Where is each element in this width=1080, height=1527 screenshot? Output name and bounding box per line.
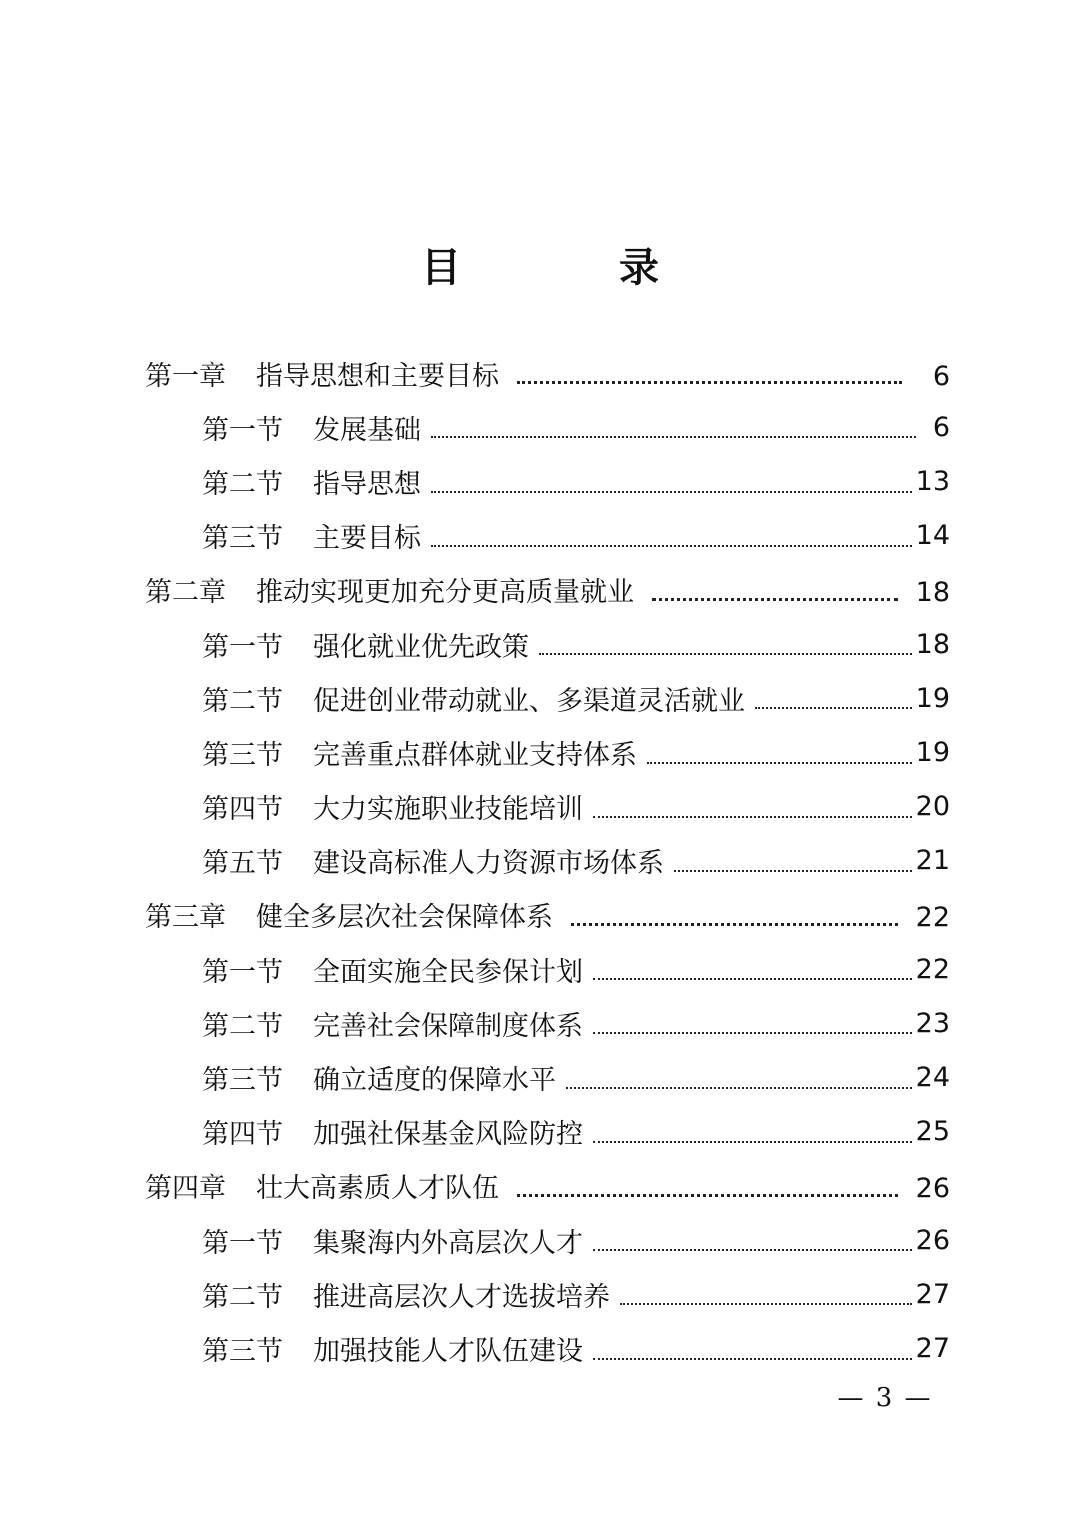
toc-entry-title: 推进高层次人才选拔培养: [313, 1281, 610, 1313]
toc-chapter-entry: [145, 563, 950, 617]
toc-entry-page: 6: [932, 360, 950, 392]
toc-entry-number: 第一节: [202, 1227, 283, 1259]
dot-leader: [593, 816, 912, 818]
toc-section-entry: [145, 617, 950, 671]
dot-leader: [517, 381, 902, 384]
toc-entry-number: 第二章: [145, 577, 226, 609]
toc-entry-title: 强化就业优先政策: [313, 631, 529, 663]
toc-section-entry: [145, 509, 950, 563]
dot-leader: [674, 870, 912, 872]
toc-entry-number: 第三节: [202, 1335, 283, 1367]
toc-entry-number: 第四节: [202, 794, 283, 826]
toc-section-entry: [145, 942, 950, 996]
toc-chapter-entry: [145, 888, 950, 942]
toc-entry-number: 第一节: [202, 956, 283, 988]
dot-leader: [431, 436, 916, 438]
dot-leader: [652, 598, 898, 601]
toc-chapter-entry: [145, 346, 950, 400]
toc-entry-title: 推动实现更加充分更高质量就业: [256, 577, 634, 609]
toc-section-entry: [145, 454, 950, 508]
toc-entry-page: 27: [915, 1332, 950, 1364]
toc-entry-page: 24: [915, 1062, 950, 1094]
toc-entry-page: 14: [915, 520, 950, 552]
toc-entry-page: 21: [915, 845, 950, 877]
toc-entry-number: 第一节: [202, 414, 283, 446]
toc-entry-number: 第五节: [202, 848, 283, 880]
dot-leader: [517, 1194, 898, 1197]
page-number: — 3 —: [837, 1383, 933, 1413]
dot-leader: [647, 762, 912, 764]
toc-entry-number: 第四章: [145, 1173, 226, 1205]
toc-entry-number: 第一节: [202, 631, 283, 663]
dot-leader: [593, 1141, 912, 1143]
toc-entry-number: 第三章: [145, 902, 226, 934]
dot-leader: [431, 545, 912, 547]
dot-leader: [593, 1032, 912, 1034]
toc-entry-page: 18: [915, 628, 950, 660]
toc-entry-page: 6: [932, 411, 950, 443]
toc-entry-page: 20: [915, 791, 950, 823]
toc-entry-number: 第二节: [202, 1281, 283, 1313]
toc-entry-page: 22: [915, 902, 950, 934]
toc-section-entry: [145, 400, 950, 454]
toc-entry-title: 主要目标: [313, 523, 421, 555]
page-title: 目 录: [421, 244, 731, 291]
toc-entry-title: 加强社保基金风险防控: [313, 1119, 583, 1151]
toc-section-entry: [145, 1213, 950, 1267]
toc-entry-title: 确立适度的保障水平: [313, 1065, 556, 1097]
toc-entry-page: 22: [915, 953, 950, 985]
dot-leader: [539, 653, 912, 655]
dot-leader: [566, 1087, 912, 1089]
toc-entry-page: 13: [915, 465, 950, 497]
toc-entry-page: 26: [915, 1224, 950, 1256]
toc-section-entry: [145, 780, 950, 834]
dot-leader: [755, 707, 912, 709]
toc-section-entry: [145, 1050, 950, 1104]
toc-entry-title: 壮大高素质人才队伍: [256, 1173, 499, 1205]
dot-leader: [593, 1358, 912, 1360]
toc-section-entry: [145, 725, 950, 779]
toc-entry-title: 促进创业带动就业、多渠道灵活就业: [313, 685, 745, 717]
toc-entry-number: 第二节: [202, 1010, 283, 1042]
toc-entry-title: 完善重点群体就业支持体系: [313, 739, 637, 771]
toc-entry-number: 第三节: [202, 1065, 283, 1097]
toc-entry-page: 26: [915, 1173, 950, 1205]
toc-section-entry: [145, 671, 950, 725]
toc-entry-title: 完善社会保障制度体系: [313, 1010, 583, 1042]
toc-entry-title: 健全多层次社会保障体系: [256, 902, 553, 934]
toc-entry-title: 大力实施职业技能培训: [313, 794, 583, 826]
toc-entry-number: 第四节: [202, 1119, 283, 1151]
dot-leader: [593, 978, 912, 980]
toc-entry-title: 全面实施全民参保计划: [313, 956, 583, 988]
toc-section-entry: [145, 1321, 950, 1375]
dot-leader: [431, 491, 912, 493]
toc-entry-number: 第二节: [202, 685, 283, 717]
toc-entry-number: 第三节: [202, 739, 283, 771]
dot-leader: [571, 923, 898, 926]
toc-entry-page: 27: [915, 1278, 950, 1310]
toc-entry-page: 25: [915, 1116, 950, 1148]
dot-leader: [593, 1249, 912, 1251]
toc-entry-number: 第二节: [202, 468, 283, 500]
toc-entry-number: 第三节: [202, 523, 283, 555]
toc-entry-title: 加强技能人才队伍建设: [313, 1335, 583, 1367]
toc-section-entry: [145, 834, 950, 888]
table-of-contents: [145, 346, 950, 1376]
dot-leader: [620, 1303, 912, 1305]
toc-entry-title: 发展基础: [313, 414, 421, 446]
toc-section-entry: [145, 1105, 950, 1159]
toc-entry-page: 19: [915, 736, 950, 768]
toc-chapter-entry: [145, 1159, 950, 1213]
toc-entry-page: 19: [915, 682, 950, 714]
toc-entry-title: 集聚海内外高层次人才: [313, 1227, 583, 1259]
toc-entry-number: 第一章: [145, 360, 226, 392]
toc-entry-title: 指导思想和主要目标: [256, 360, 499, 392]
toc-entry-page: 18: [915, 577, 950, 609]
toc-entry-title: 指导思想: [313, 468, 421, 500]
toc-entry-page: 23: [915, 1007, 950, 1039]
toc-section-entry: [145, 1267, 950, 1321]
toc-section-entry: [145, 996, 950, 1050]
toc-entry-title: 建设高标准人力资源市场体系: [313, 848, 664, 880]
